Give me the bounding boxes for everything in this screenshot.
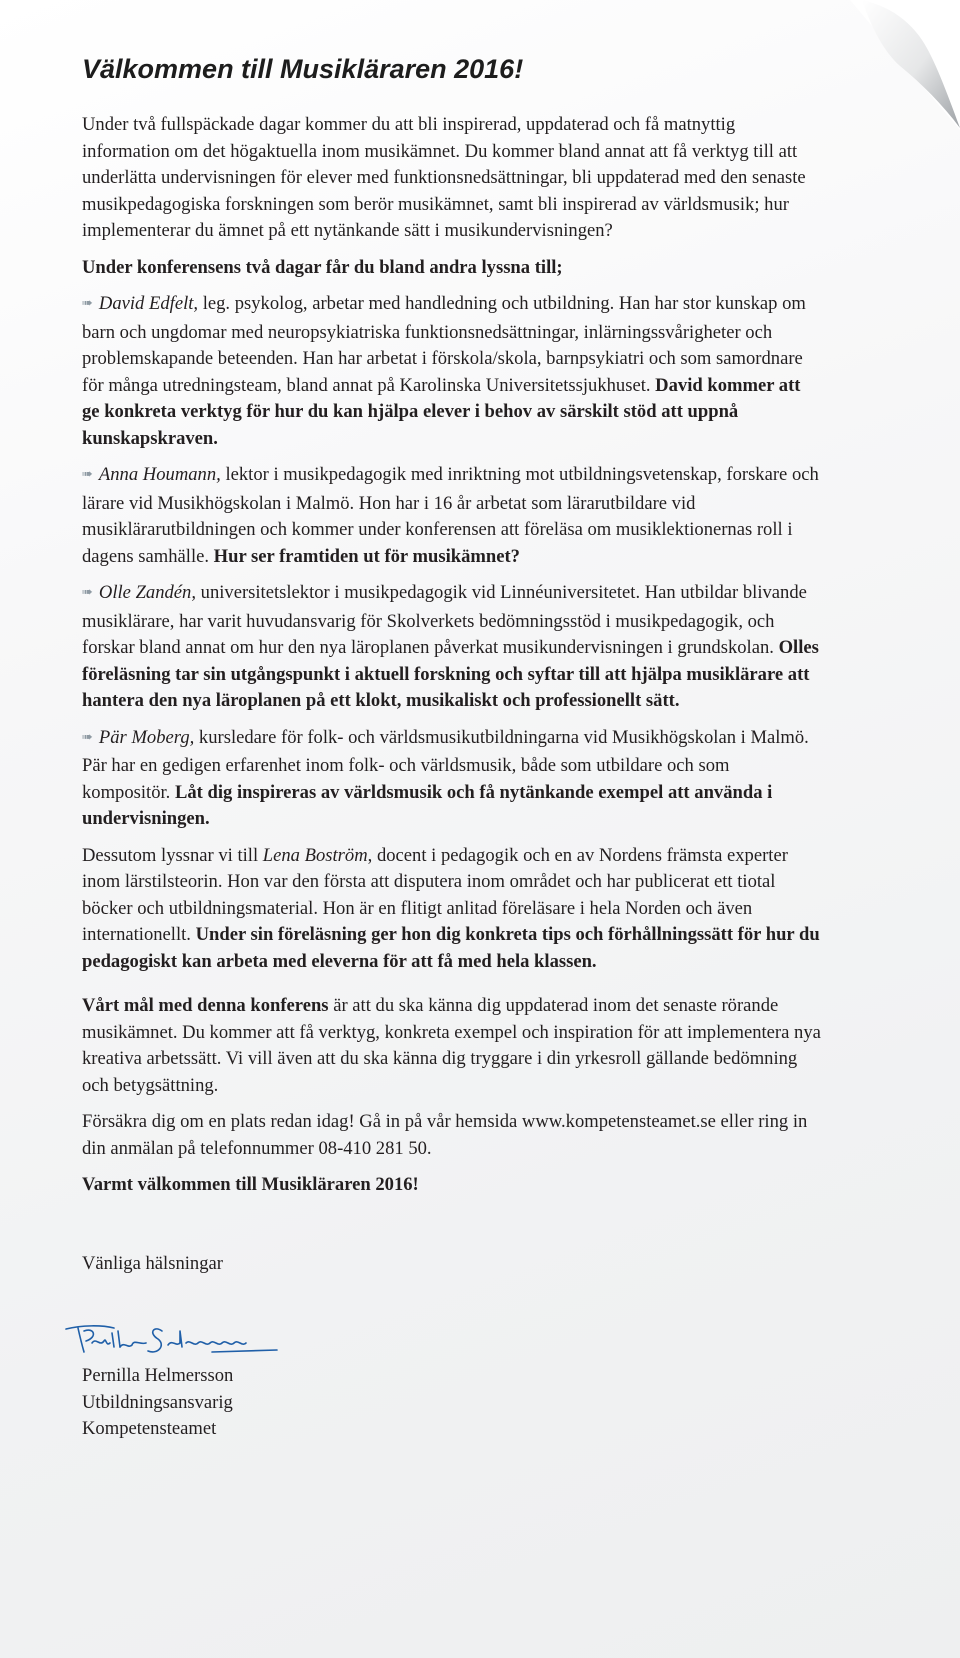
speaker-description: universitetslektor i musikpedagogik vid Linnéuniversitetet. Han utbildar blivande musiklärare, har varit huvudansvarig för Skolverkets bedömningsstöd i musikpedagogik, och forskar bland annat om hur den nya läroplanen påverkat musikundervisningen i grundskolan. <box>82 582 807 658</box>
signer-name: Pernilla Helmersson <box>82 1365 234 1386</box>
extra-intro-text: Dessutom lyssnar vi till <box>82 844 263 866</box>
speaker-name: Anna Houmann, <box>98 464 221 485</box>
speaker-description: kursledare för folk- och världsmusikutbildningarna vid Musikhögskolan i Malmö. Pär har en gedigen erfarenhet inom folk- och världsmusik, både som utbildare och som kompositör. <box>82 726 809 803</box>
arrow-right-icon: ➠ <box>82 296 93 311</box>
handwritten-signature <box>62 1319 282 1359</box>
booking-paragraph: Försäkra dig om en plats redan idag! Gå in på vår hemsida www.kompetensteamet.se eller ring in din anmälan på telefonnummer 08-410 281 50. <box>82 1111 808 1159</box>
speaker-name: David Edfelt, <box>98 293 199 314</box>
greeting: Vänliga hälsningar <box>82 1252 223 1274</box>
speakers-lead: Under konferensens två dagar får du bland andra lyssna till; <box>82 256 563 278</box>
letter-content <box>82 52 822 1443</box>
page-curl <box>850 0 960 130</box>
intro-paragraph: Under två fullspäckade dagar kommer du att bli inspirerad, uppdaterad och få matnyttig information om det högaktuella inom musikämnet. Du kommer bland annat att få verktyg till att underlätta undervisningen för elever med funktionsnedsättningar, bli uppdaterad med den senaste musikpedagogiska forskningen som berör musikämnet, samt bli inspirerad av världsmusik; hur implementerar du ämnet på ett nytänkande sätt i musikundervisningen? <box>82 114 806 241</box>
welcome-line: Varmt välkommen till Musikläraren 2016! <box>82 1174 419 1195</box>
speaker-highlight: Låt dig inspireras av världsmusik och få nytänkande exempel att använda i undervisningen. <box>82 781 773 829</box>
speaker-highlight: Hur ser framtiden ut för musikämnet? <box>213 545 520 567</box>
speaker-name: Olle Zandén, <box>98 582 196 603</box>
speaker-description: , docent i pedagogik och en av Nordens främsta experter inom lärstilsteorin. Hon var den första att disputera inom området och har publicerat ett tiotal böcker och utbildningsmaterial. Hon är en flitigt anlitad föreläsare i hela Norden och även internationellt. <box>82 844 788 945</box>
speaker-name: Lena Boström <box>262 844 368 866</box>
arrow-right-icon: ➠ <box>82 729 93 745</box>
speaker-david-edfelt <box>82 291 822 452</box>
arrow-right-icon: ➠ <box>82 585 93 600</box>
speaker-par-moberg <box>82 725 822 833</box>
goal-text: är att du ska känna dig uppdaterad inom det senaste rörande musikämnet. Du kommer att få verktyg, konkreta exempel och inspiration för att implementera nya kreativa arbetssätt. Vi vill även att du ska känna dig tryggare i din yrkesroll gällande bedömning och betygsättning. <box>82 995 821 1096</box>
goal-bold: Vårt mål med denna konferens <box>82 995 329 1016</box>
speaker-highlight: David kommer att ge konkreta verktyg för hur du kan hjälpa elever i behov av särskilt stöd att uppnå kunskapskraven. <box>82 374 801 449</box>
speaker-highlight: Under sin föreläsning ger hon dig konkreta tips och förhållningssätt för hur du pedagogiskt kan arbeta med eleverna för att få med hela klassen. <box>82 924 820 972</box>
goal-paragraph <box>82 993 822 1099</box>
speaker-highlight: Olles föreläsning tar sin utgångspunkt i aktuell forskning och syftar till att hjälpa musiklärare att hantera den nya läroplanen på ett klokt, musikaliskt och professionellt sätt. <box>82 637 819 711</box>
speaker-description: leg. psykolog, arbetar med handledning och utbildning. Han har stor kunskap om barn och ungdomar med neuropsykiatriska funktionsnedsättningar, inlärningssvårigheter och problemskapande beteenden. Han har arbetat i förskola/skola, barnpsykiatri och som samordnare för många utredningsteam, bland annat på Karolinska Universitetssjukhuset. <box>82 293 806 396</box>
speaker-name: Pär Moberg, <box>98 726 195 748</box>
speaker-anna-houmann <box>82 462 822 570</box>
page-title: Välkommen till Musikläraren 2016! <box>82 54 524 84</box>
signer-role: Utbildningsansvarig <box>82 1391 233 1413</box>
signer-organization: Kompetensteamet <box>82 1418 217 1439</box>
speaker-olle-zanden <box>82 580 822 715</box>
speaker-description: lektor i musikpedagogik med inriktning mot utbildningsvetenskap, forskare och lärare vid Musikhögskolan i Malmö. Hon har i 16 år arbetat som lärarutbildare vid musiklärarutbildningen och kommer under konferensen att föreläsa om musiklektionernas roll i dagens samhälle. <box>82 464 819 567</box>
extra-speaker-paragraph <box>82 843 822 976</box>
arrow-right-icon: ➠ <box>82 467 93 482</box>
